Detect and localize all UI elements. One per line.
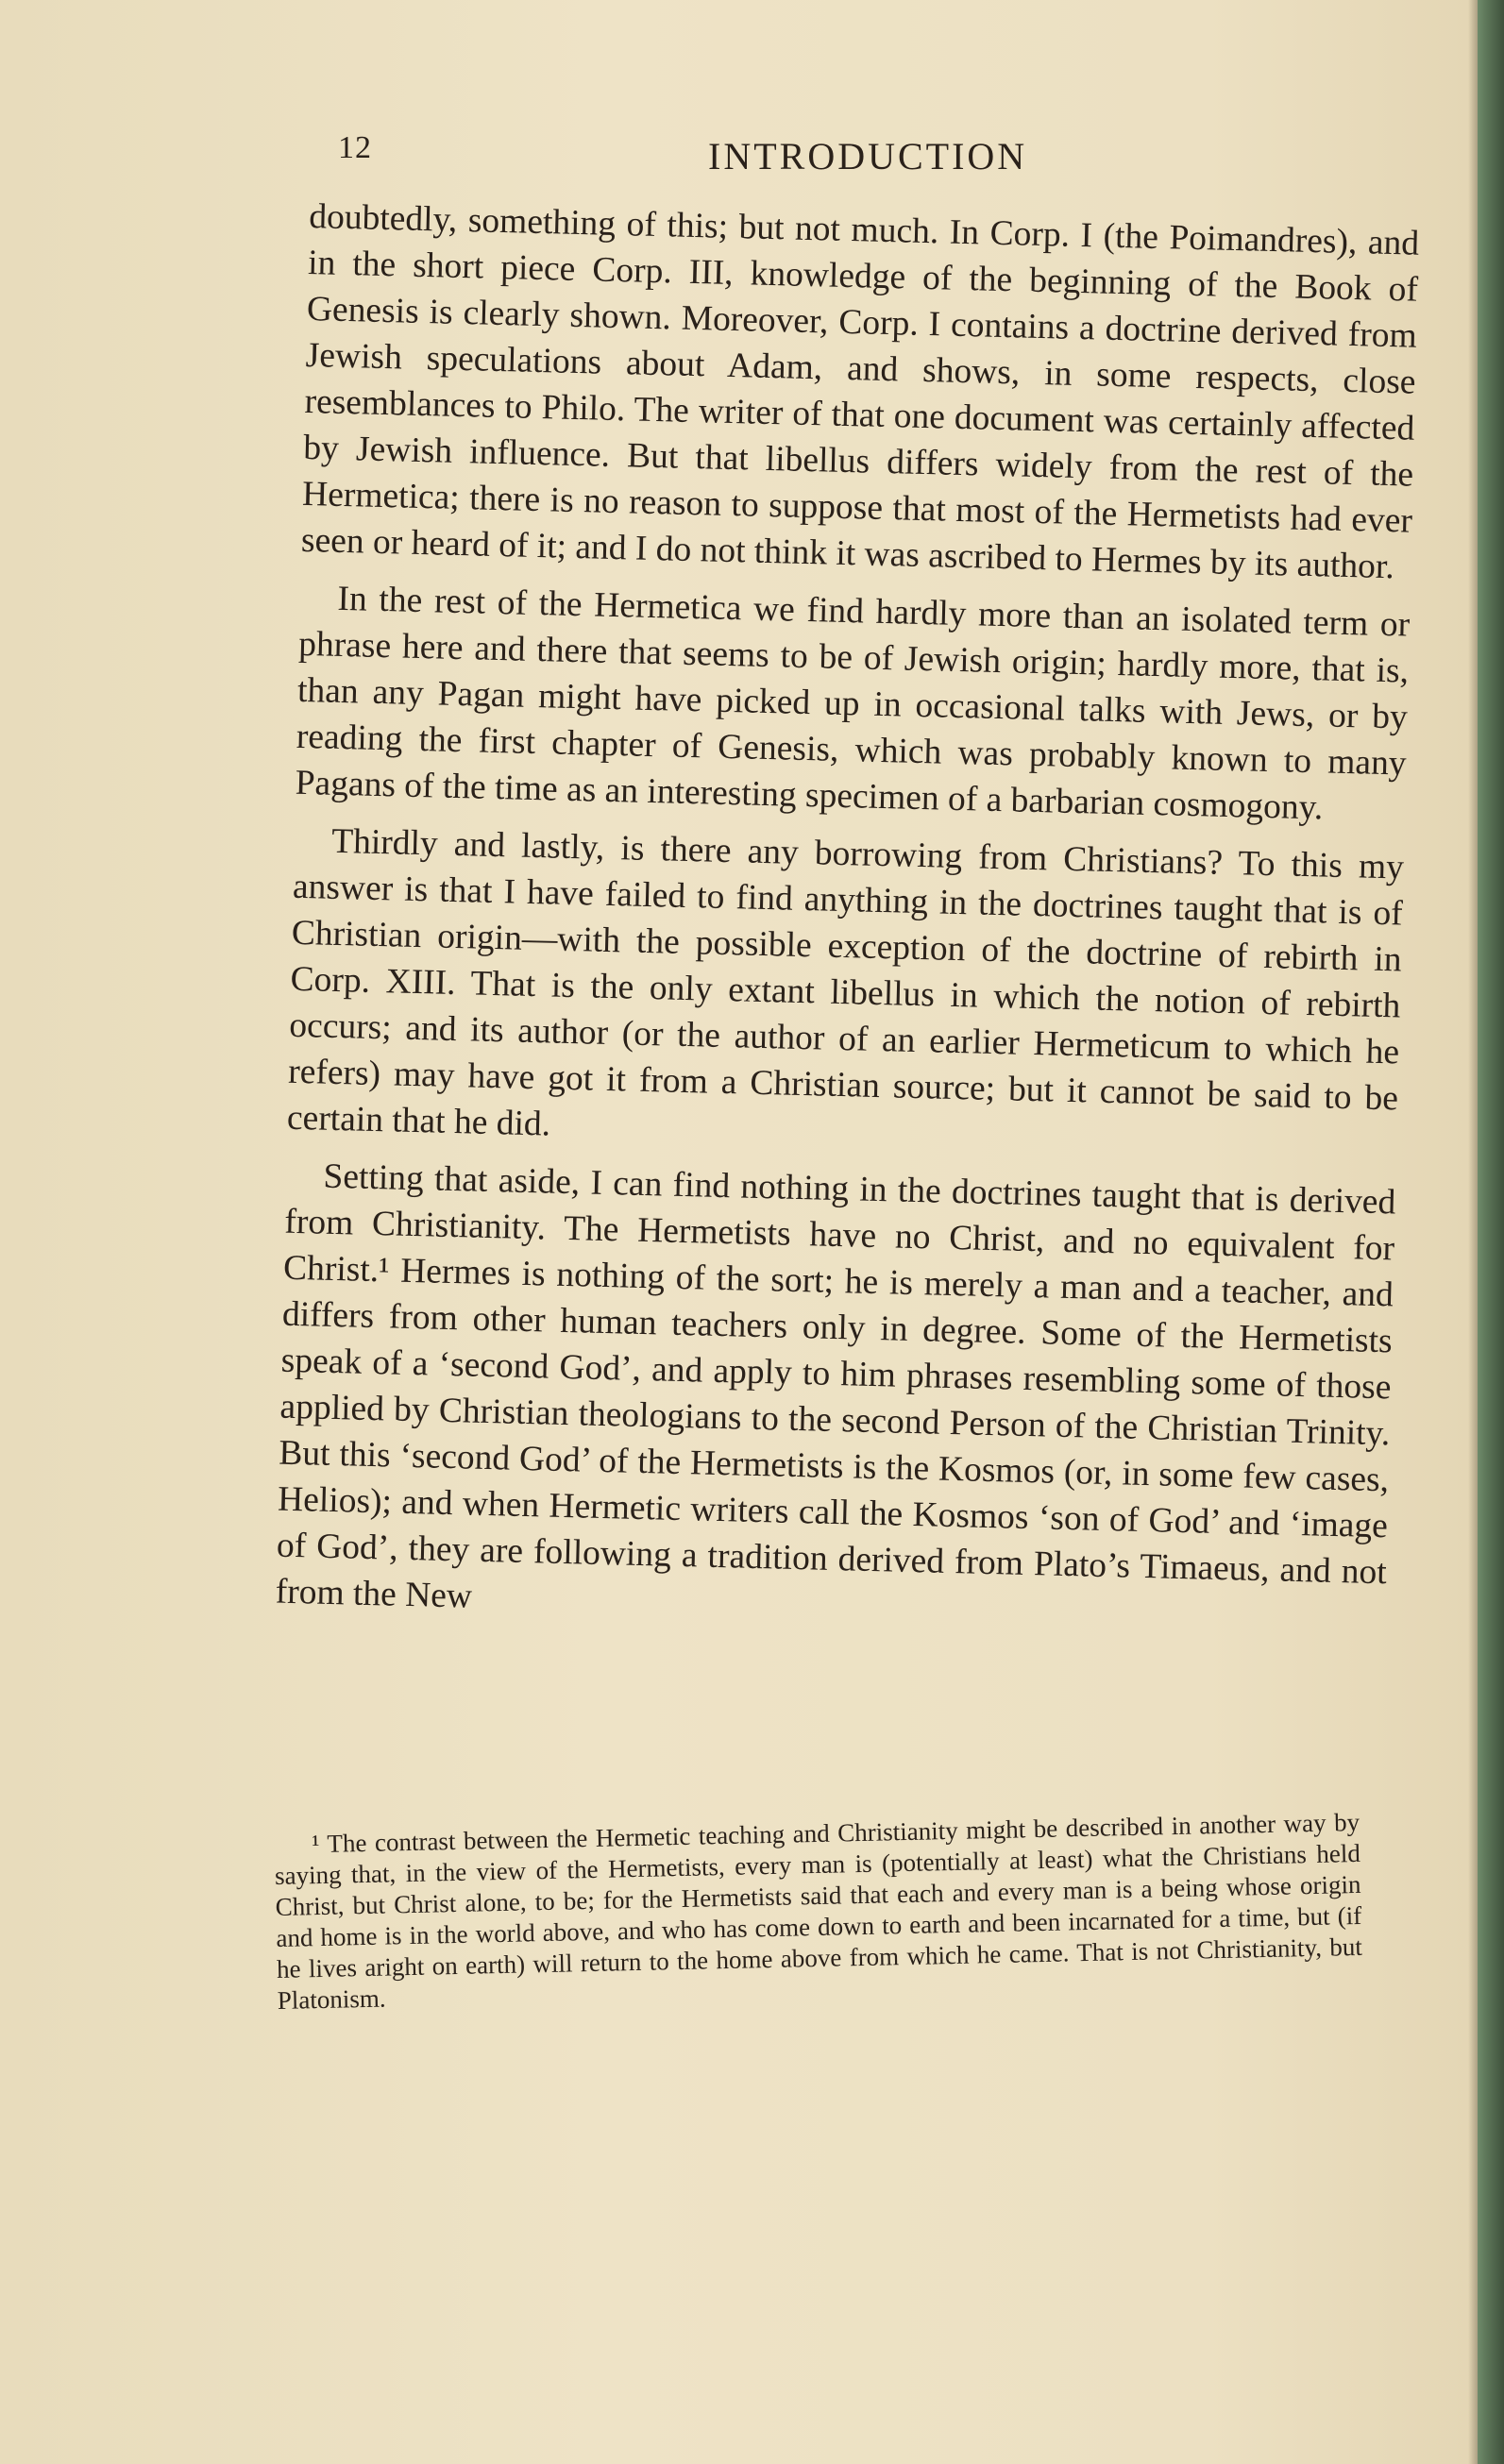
page-header [312,121,1378,177]
book-cover-edge [1478,0,1504,2464]
paragraph-3: Thirdly and lastly, is there any borrowing from Christians? To this my answer is that I have failed to find anything in the doctrines taught that is of Christian origin—with the possible exception of the doctrine of rebirth in Corp. XIII. That is the only extant libellus in which the notion of rebirth occurs; and its author (or the author of an earlier Hermeticum to which he refers) may have got it from a Christian source; but it cannot be said to be certain that he did. [286,821,1405,1144]
page-number: 12 [338,130,372,165]
paragraph-1: doubtedly, something of this; but not much. In Corp. I (the Poimandres), and in the short piece Corp. III, knowledge of the beginning of the Book of Genesis is clearly shown. Moreover, Corp. I contains a doctrine derived from Jewish speculations about Adam, and shows, in some respects, close resemblances to Philo. The writer of that one document was certainly affected by Jewish influence. But that libellus differs widely from the rest of the Hermetica; there is no reason to suppose that most of the Hermetists had ever seen or heard of it; and I do not think it was ascribed to Hermes by its author. [300,196,1420,587]
body-text [275,194,1419,1642]
footnotes [274,1807,1363,2017]
paragraph-2: In the rest of the Hermetica we find hardly more than an isolated term or phrase here and there that seems to be of Jewish origin; hardly more, that is, than any Pagan might have picked up in occasional talks with Jews, or by reading the first chapter of Genesis, which was probably known to many Pagans of the time as an interesting specimen of a barbarian cosmogony. [295,579,1411,828]
paragraph-4: Setting that aside, I can find nothing in the doctrines taught that is derived from Christianity. The Hermetists have no Christ, and no equivalent for Christ.¹ Hermes is nothing of the sort; he is merely a man and a teacher, and differs from other human teachers only in degree. Some of the Hermetists speak of a ‘second God’, and apply to him phrases resembling some of those applied by Christian theologians to the second Person of the Christian Trinity. But this ‘second God’ of the Hermetists is the Kosmos (or, in some few cases, Helios); and when Hermetic writers call the Kosmos ‘son of God’ and ‘image of God’, they are following a tradition derived from Plato’s Timaeus, and not from the New [275,1156,1396,1616]
footnote-1: ¹ The contrast between the Hermetic teaching and Christianity might be described in another way by saying that, in the view of the Hermetists, every man is (potentially at least) what the Christians held Christ, but Christ alone, to be; for the Hermetists said that each and every man is a being whose origin and home is in the world above, and who has come down to earth and been incarnated for a time, but (if he lives aright on earth) will return to the home above from which he came. That is not Christianity, but Platonism. [274,1807,1363,2015]
running-head: INTRODUCTION [708,135,1028,177]
